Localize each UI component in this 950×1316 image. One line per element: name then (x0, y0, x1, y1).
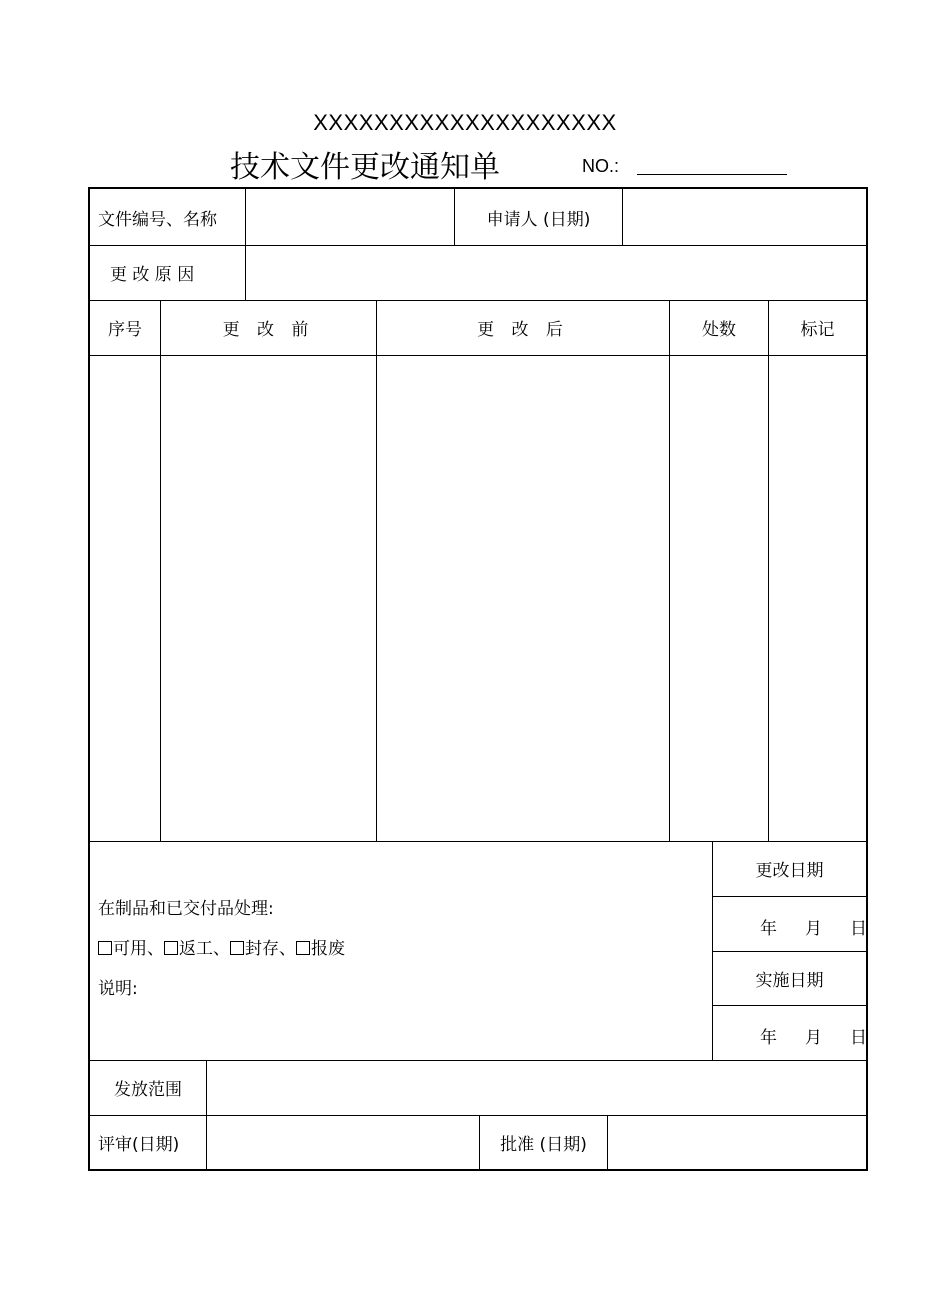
implementation-date-label: 实施日期 (755, 970, 824, 991)
approval-date-field[interactable] (608, 1116, 866, 1169)
applicant-date-field[interactable] (623, 189, 866, 245)
note-label: 说明: (98, 979, 138, 999)
distribution-field[interactable] (207, 1061, 866, 1115)
seq-column-area[interactable] (90, 356, 160, 841)
date-divider (712, 1005, 866, 1006)
number-input-line[interactable] (637, 174, 787, 175)
mark-column-area[interactable] (769, 356, 866, 841)
checkbox-scrap[interactable] (296, 941, 310, 955)
after-change-area[interactable] (377, 356, 669, 841)
distribution-label: 发放范围 (114, 1080, 182, 1100)
after-change-header: 更 改 后 (477, 320, 569, 340)
option-usable[interactable]: 可用 (98, 939, 147, 959)
option-scrap[interactable]: 报废 (296, 939, 345, 959)
checkbox-usable[interactable] (98, 941, 112, 955)
change-reason-field[interactable] (246, 246, 866, 300)
option-rework[interactable]: 返工 (164, 939, 213, 959)
company-name: XXXXXXXXXXXXXXXXXXXX (313, 110, 617, 135)
count-header: 处数 (702, 320, 736, 340)
checkbox-seal[interactable] (230, 941, 244, 955)
change-notice-form (88, 187, 868, 1171)
seq-header: 序号 (108, 320, 142, 340)
change-reason-label: 更 改 原 因 (110, 265, 195, 285)
page-title: 技术文件更改通知单 (230, 150, 500, 185)
change-date-field[interactable]: 年 月 日 (760, 919, 867, 939)
before-change-area[interactable] (161, 356, 376, 841)
checkbox-rework[interactable] (164, 941, 178, 955)
handling-options: 可用、 返工、 封存、 报废 (98, 934, 345, 959)
approval-date-label: 批准 (日期) (500, 1134, 587, 1155)
handling-label: 在制品和已交付品处理: (98, 899, 274, 919)
implementation-date-field[interactable]: 年 月 日 (760, 1028, 867, 1048)
change-date-label: 更改日期 (755, 861, 824, 881)
file-number-name-label: 文件编号、名称 (98, 209, 217, 230)
mark-header: 标记 (800, 320, 835, 340)
option-seal[interactable]: 封存 (230, 939, 279, 959)
file-number-name-field[interactable] (246, 189, 454, 245)
review-date-field[interactable] (207, 1116, 479, 1169)
before-change-header: 更 改 前 (222, 320, 315, 340)
review-date-label: 评审(日期) (98, 1134, 180, 1155)
number-label: NO.: (582, 156, 620, 176)
applicant-date-label: 申请人 (日期) (486, 209, 591, 230)
count-column-area[interactable] (670, 356, 768, 841)
date-divider (712, 896, 866, 897)
